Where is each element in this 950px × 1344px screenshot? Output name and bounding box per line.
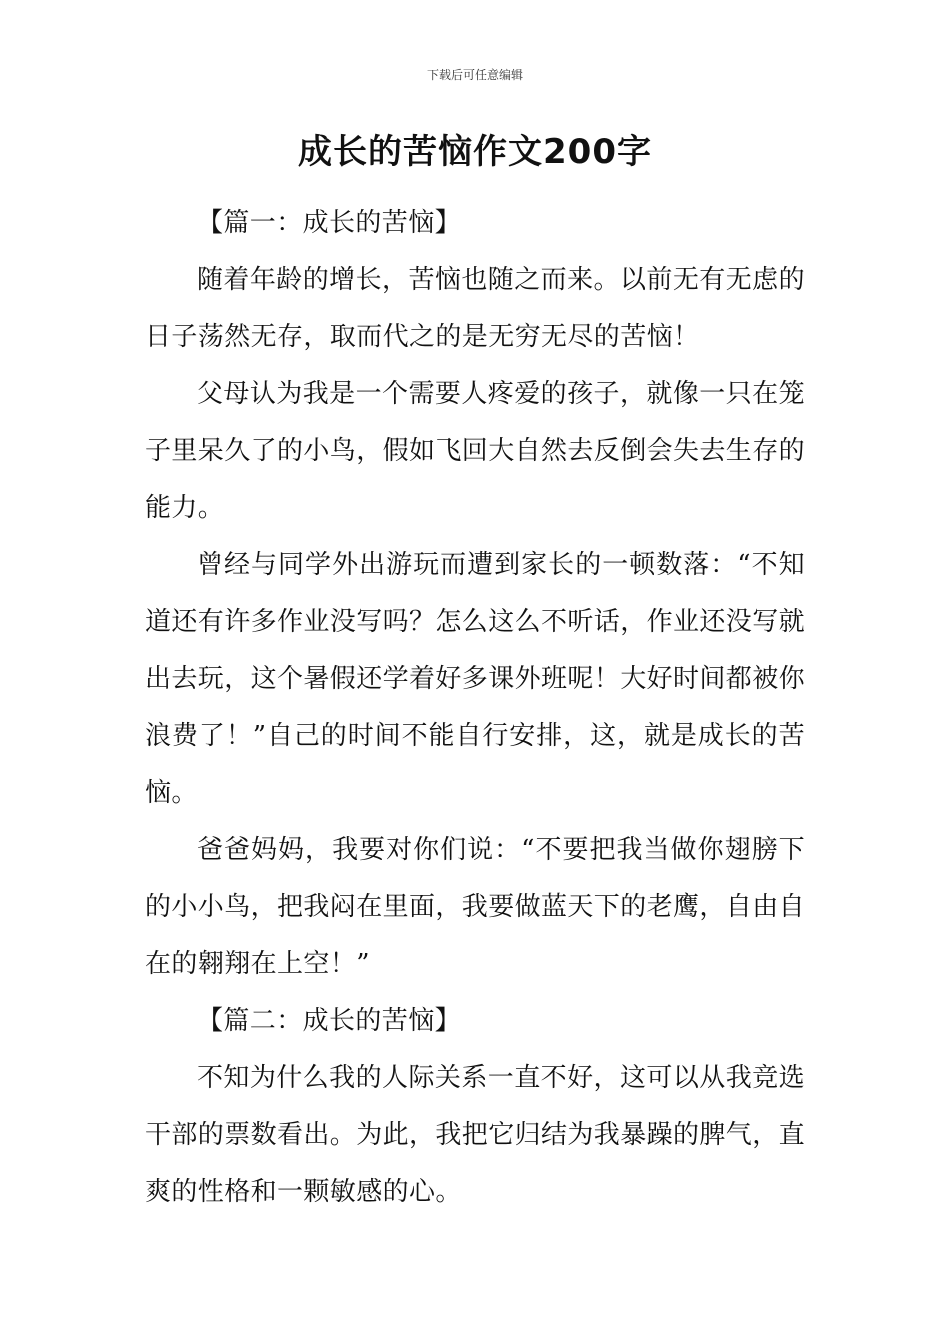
document-title: 成长的苦恼作文200字	[298, 132, 652, 172]
section-heading-2: 【篇二：成长的苦恼】	[197, 1006, 462, 1036]
section-heading-1: 【篇一：成长的苦恼】	[197, 208, 462, 238]
document-body	[145, 195, 805, 1221]
header-note: 下载后可任意编辑	[426, 68, 523, 82]
paragraph: 不知为什么我的人际关系一直不好，这可以从我竞选干部的票数看出。为此，我把它归结为我暴躁的脾气，直爽的性格和一颗敏感的心。	[145, 1063, 806, 1207]
paragraph: 父母认为我是一个需要人疼爱的孩子，就像一只在笼子里呆久了的小鸟，假如飞回大自然去反倒会失去生存的能力。	[145, 379, 806, 523]
paragraph: 曾经与同学外出游玩而遭到家长的一顿数落：“不知道还有许多作业没写吗？怎么这么不听话，作业还没写就出去玩，这个暑假还学着好多课外班呢！大好时间都被你浪费了！”自己的时间不能自行安排，这，就是成长的苦恼。	[145, 550, 806, 808]
paragraph: 随着年龄的增长，苦恼也随之而来。以前无有无虑的日子荡然无存，取而代之的是无穷无尽的苦恼！	[145, 265, 805, 352]
paragraph: 爸爸妈妈，我要对你们说：“不要把我当做你翅膀下的小小鸟，把我闷在里面，我要做蓝天下的老鹰，自由自在的翱翔在上空！”	[145, 835, 806, 979]
